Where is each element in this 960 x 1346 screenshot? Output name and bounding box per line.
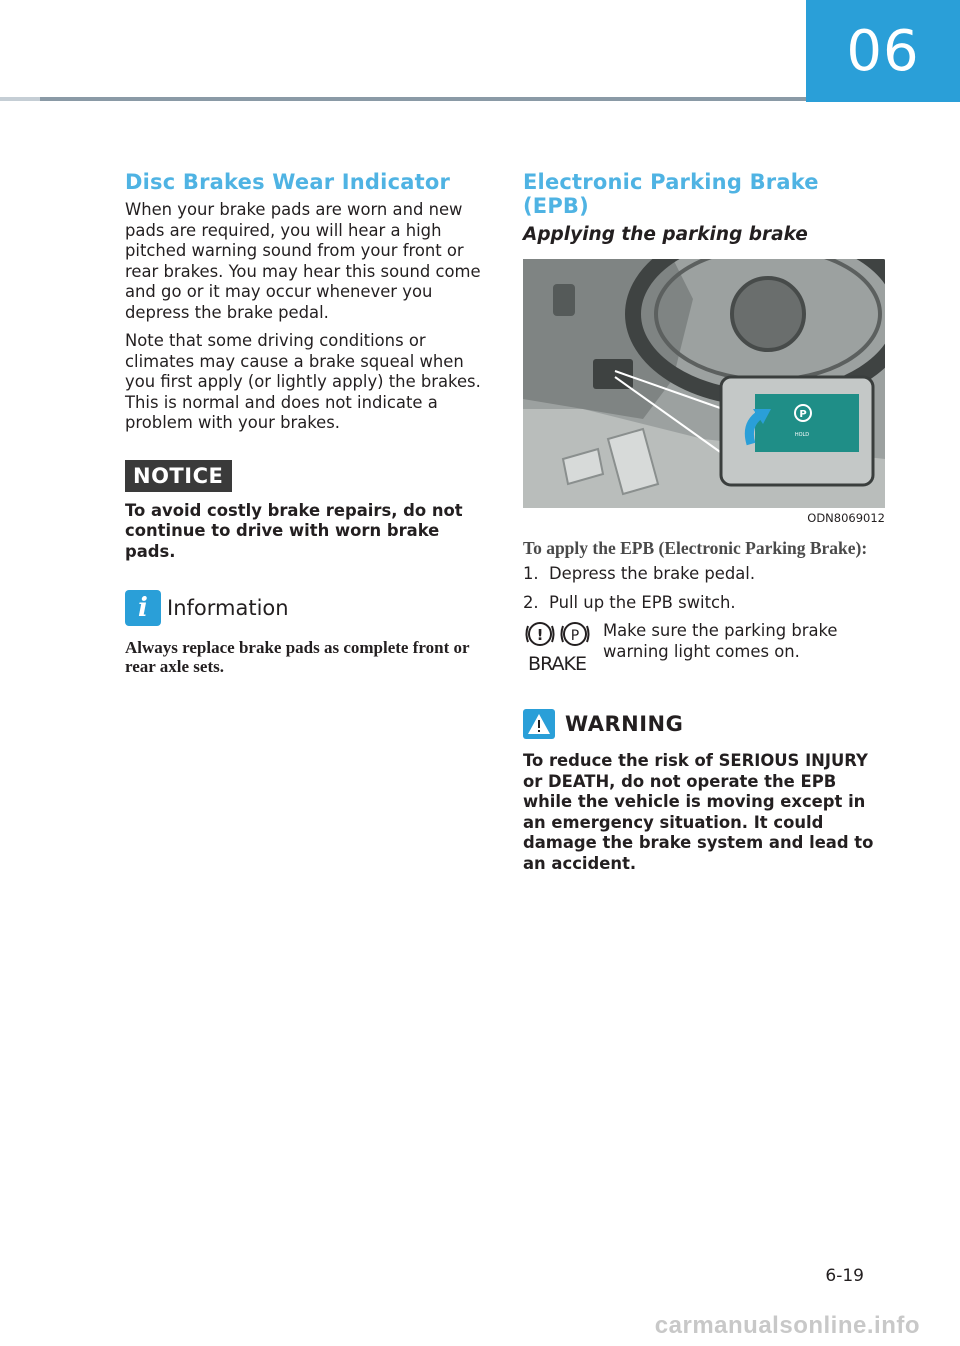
applying-parking-brake-subtitle: Applying the parking brake [523, 224, 808, 245]
information-title: Information [167, 596, 289, 620]
warning-header [523, 709, 885, 739]
information-header [125, 590, 487, 626]
apply-steps-list [523, 564, 885, 613]
header-rule [0, 97, 806, 101]
svg-text:P: P [570, 628, 580, 644]
epb-figure [523, 259, 885, 508]
apply-epb-heading: To apply the EPB (Electronic Parking Brake): [523, 538, 868, 558]
disc-brakes-title: Disc Brakes Wear Indicator [125, 170, 451, 194]
disc-brakes-paragraph-1: When your brake pads are worn and new pads are required, you will hear a high pitched warning sound from your front or rear brakes. You may hear this sound come and go or it may occur whenever you depress the brake pedal. [125, 200, 481, 322]
disc-brakes-paragraph-2: Note that some driving conditions or climates may cause a brake squeal when you first apply (or lightly apply) the brakes. This is normal and does not indicate a problem with your brakes. [125, 331, 481, 432]
notice-text: To avoid costly brake repairs, do not continue to drive with worn brake pads. [125, 500, 463, 561]
warning-text: To reduce the risk of SERIOUS INJURY or DEATH, do not operate the EPB while the vehicle is moving except in an emergency situation. It could damage the brake system and lead to an accident. [523, 751, 874, 873]
page-number: 6-19 [825, 1266, 864, 1286]
epb-title: Electronic Parking Brake (EPB) [523, 170, 819, 218]
svg-text:!: ! [536, 626, 544, 644]
right-column [523, 170, 885, 874]
information-text: Always replace brake pads as complete front or rear axle sets. [125, 638, 470, 676]
step-item: 1. Depress the brake pedal. [523, 564, 756, 583]
svg-text:P: P [799, 409, 807, 420]
chapter-tab: 06 [806, 0, 960, 102]
brake-icon-label: BRAKE [528, 653, 586, 673]
warning-triangle-icon [523, 709, 555, 739]
dashboard-illustration [523, 259, 885, 508]
brake-indicator-row [523, 621, 885, 677]
indicator-text: Make sure the parking brake warning light comes on. [603, 621, 838, 661]
figure-caption: ODN8069012 [807, 511, 885, 525]
watermark: carmanualsonline.info [654, 1312, 920, 1339]
information-icon: i [125, 590, 161, 626]
left-column [125, 170, 487, 676]
notice-badge: NOTICE [125, 460, 232, 492]
brake-warning-light-icon [523, 621, 603, 677]
warning-title: WARNING [565, 712, 684, 736]
hold-label: HOLD [794, 432, 810, 438]
step-item: 2. Pull up the EPB switch. [523, 592, 736, 612]
